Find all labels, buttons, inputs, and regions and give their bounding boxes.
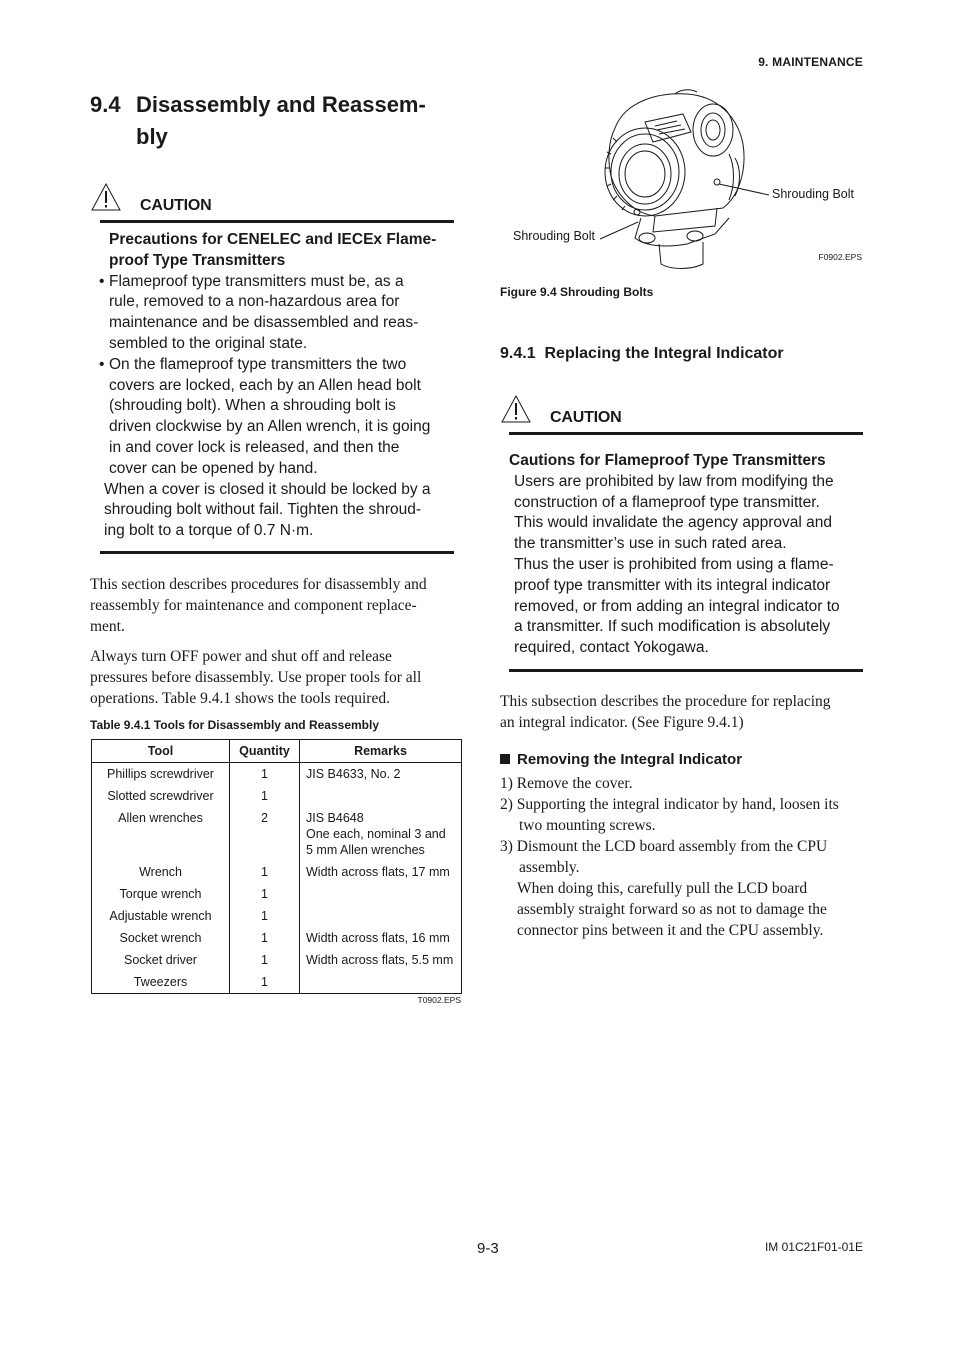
shrouding-bolt-label-left: Shrouding Bolt <box>513 229 596 243</box>
table-row <box>92 763 462 786</box>
caution1-bullet-1 <box>100 272 460 355</box>
intro-paragraph-2 <box>90 646 460 709</box>
text-line: 2) Supporting the integral indicator by hand, loosen its <box>500 796 839 813</box>
table-row <box>92 883 462 905</box>
caution2-heading: Cautions for Flameproof Type Transmitters <box>509 452 826 469</box>
text-line: This would invalidate the agency approval and <box>514 514 832 532</box>
text-line: the transmitter’s use in such rated area. <box>514 535 787 553</box>
text-line: cover can be opened by hand. <box>109 459 318 477</box>
remarks-line: JIS B4648 <box>306 811 364 825</box>
caution-rule-bottom-2 <box>509 669 863 672</box>
removal-steps <box>500 773 863 941</box>
section-title <box>90 89 460 153</box>
text-line: two mounting screws. <box>519 817 656 834</box>
table-row <box>92 861 462 883</box>
text-line: Thus the user is prohibited from using a flame- <box>514 555 834 573</box>
caution-header-1 <box>90 183 454 223</box>
tool-cell: Torque wrench <box>92 883 230 905</box>
remarks-cell <box>300 883 462 905</box>
remarks-cell: Width across flats, 17 mm <box>300 861 462 883</box>
caution1-heading-line1: Precautions for CENELEC and IECEx Flame- <box>109 231 437 248</box>
tool-cell: Socket wrench <box>92 927 230 949</box>
section-title-line2: bly <box>136 124 168 149</box>
text-line: proof type transmitter with its integral indicator <box>514 576 831 594</box>
text-line: shrouding bolt without fail. Tighten the shroud- <box>104 501 422 519</box>
quantity-cell: 1 <box>230 905 300 927</box>
text-line: Always turn OFF power and shut off and release <box>90 648 392 665</box>
section-title-line1: Disassembly and Reassem- <box>136 92 426 117</box>
tools-table-wrapper <box>91 739 462 994</box>
text-line: covers are locked, each by an Allen head bolt <box>109 376 421 394</box>
table-row <box>92 807 462 861</box>
remarks-cell <box>300 971 462 994</box>
quantity-cell: 1 <box>230 883 300 905</box>
table-header-row <box>92 740 462 763</box>
caution-rule-bottom-1 <box>100 551 454 554</box>
square-bullet-icon <box>500 754 510 764</box>
page-number: 9-3 <box>477 1240 499 1257</box>
text-line: • Flameproof type transmitters must be, as a <box>109 272 404 290</box>
text-line: an integral indicator. (See Figure 9.4.1) <box>500 714 744 731</box>
quantity-cell: 1 <box>230 861 300 883</box>
caution1-heading-line2: proof Type Transmitters <box>109 251 286 269</box>
quantity-cell: 1 <box>230 927 300 949</box>
text-line: in and cover lock is released, and then the <box>109 438 400 456</box>
tool-cell: Allen wrenches <box>92 807 230 861</box>
tool-cell: Wrench <box>92 861 230 883</box>
text-line: This section describes procedures for disassembly and <box>90 576 427 593</box>
removing-heading-text: Removing the Integral Indicator <box>517 751 743 768</box>
tool-cell: Phillips screwdriver <box>92 763 230 786</box>
remarks-cell <box>300 905 462 927</box>
subsection-number: 9.4.1 <box>500 345 536 362</box>
table-row <box>92 949 462 971</box>
shrouding-bolt-label-right: Shrouding Bolt <box>772 187 855 201</box>
tool-cell: Slotted screwdriver <box>92 785 230 807</box>
text-line: Users are prohibited by law from modifying the <box>514 472 834 490</box>
warning-triangle-icon <box>501 395 531 423</box>
table-header-remarks: Remarks <box>300 740 462 763</box>
text-line: a transmitter. If such modification is absolutely <box>514 618 831 636</box>
caution2-text <box>509 472 863 659</box>
quantity-cell: 2 <box>230 807 300 861</box>
caution-body-2 <box>509 451 863 659</box>
text-line: When doing this, carefully pull the LCD board <box>517 880 808 897</box>
table-row <box>92 927 462 949</box>
caution1-bullet-2 <box>100 355 460 480</box>
tool-cell: Adjustable wrench <box>92 905 230 927</box>
quantity-cell: 1 <box>230 949 300 971</box>
step-3 <box>500 836 863 878</box>
table-header-tool: Tool <box>92 740 230 763</box>
caution-header-2 <box>500 395 863 435</box>
step-3-note <box>500 878 863 941</box>
section-number: 9.4 <box>90 92 121 117</box>
removing-heading <box>500 751 742 768</box>
remarks-cell <box>300 807 462 861</box>
text-line: reassembly for maintenance and component replace- <box>90 597 417 614</box>
table-row <box>92 971 462 994</box>
text-line: sembled to the original state. <box>109 334 308 352</box>
figure-tag: F0902.EPS <box>818 252 862 262</box>
quantity-cell: 1 <box>230 971 300 994</box>
tools-table <box>91 739 462 994</box>
text-line: pressures before disassembly. Use proper tools for all <box>90 669 422 686</box>
intro-paragraph-1 <box>90 574 460 637</box>
text-line: connector pins between it and the CPU assembly. <box>517 922 824 939</box>
text-line: maintenance and be disassembled and reas- <box>109 314 419 332</box>
text-line: driven clockwise by an Allen wrench, it is going <box>109 418 431 436</box>
remarks-line: 5 mm Allen wrenches <box>306 843 425 857</box>
text-line: assembly straight forward so as not to damage the <box>517 901 827 918</box>
tool-cell: Socket driver <box>92 949 230 971</box>
text-line: assembly. <box>519 859 580 876</box>
step-2 <box>500 794 863 836</box>
caution-rule-top-1 <box>100 220 454 223</box>
text-line: When a cover is closed it should be locked by a <box>104 480 431 498</box>
figure-leader-lines <box>598 178 778 248</box>
text-line: • On the flameproof type transmitters the two <box>109 355 407 373</box>
caution-rule-top-2 <box>509 432 863 435</box>
text-line: (shrouding bolt). When a shrouding bolt is <box>109 397 396 415</box>
remarks-cell <box>300 785 462 807</box>
figure-caption: Figure 9.4 Shrouding Bolts <box>500 285 654 299</box>
text-line: 3) Dismount the LCD board assembly from the CPU <box>500 838 828 855</box>
text-line: ing bolt to a torque of 0.7 N·m. <box>104 522 314 540</box>
quantity-cell: 1 <box>230 785 300 807</box>
tool-cell: Tweezers <box>92 971 230 994</box>
table-caption: Table 9.4.1 Tools for Disassembly and Reassembly <box>90 718 380 732</box>
text-line: construction of a flameproof type transmitter. <box>514 493 820 511</box>
caution1-closing <box>100 480 460 542</box>
remarks-cell: JIS B4633, No. 2 <box>300 763 462 786</box>
running-head: 9. MAINTENANCE <box>758 55 863 69</box>
text-line: removed, or from adding an integral indicator to <box>514 597 840 615</box>
table-row <box>92 785 462 807</box>
remarks-cell: Width across flats, 16 mm <box>300 927 462 949</box>
remarks-cell: Width across flats, 5.5 mm <box>300 949 462 971</box>
step-1: 1) Remove the cover. <box>500 775 633 792</box>
quantity-cell: 1 <box>230 763 300 786</box>
caution-label-1: CAUTION <box>140 197 212 214</box>
text-line: This subsection describes the procedure for replacing <box>500 693 831 710</box>
remarks-line: One each, nominal 3 and <box>306 827 446 841</box>
text-line: required, contact Yokogawa. <box>514 639 709 657</box>
text-line: ment. <box>90 618 125 635</box>
warning-triangle-icon <box>91 183 121 211</box>
table-header-quantity: Quantity <box>230 740 300 763</box>
document-id: IM 01C21F01-01E <box>764 1240 863 1254</box>
text-line: operations. Table 9.4.1 shows the tools required. <box>90 690 390 707</box>
subsection-intro <box>500 691 863 733</box>
text-line: rule, removed to a non-hazardous area for <box>109 293 400 311</box>
caution-body-1 <box>100 230 460 542</box>
subsection-title-text: Replacing the Integral Indicator <box>544 345 784 362</box>
table-row <box>92 905 462 927</box>
subsection-title <box>500 345 784 363</box>
caution-label-2: CAUTION <box>550 409 622 426</box>
table-tag: T0902.EPS <box>417 995 461 1005</box>
